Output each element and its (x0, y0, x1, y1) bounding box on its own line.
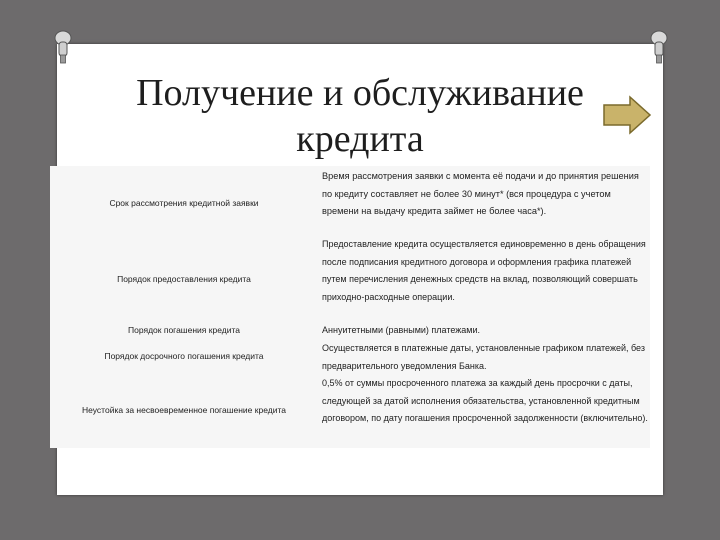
right-arrow-icon[interactable] (602, 95, 652, 135)
table-row (50, 168, 650, 238)
row-value: Предоставление кредита осуществляется единовременно в день обращения после подписания кредитного договора и оформления графика платежей путем перечисления денежных средств на вклад, позволяющий совершать приходно-расходные операции. (322, 239, 646, 302)
row-value: Аннуитетными (равными) платежами. (322, 325, 481, 335)
row-value: Время рассмотрения заявки с момента её подачи и до принятия решения по кредиту составляет не более 30 минут* (вся процедура с учетом времени на выдачу кредита займет не более часа*). (322, 171, 639, 216)
table-row (50, 340, 650, 376)
table-row (50, 236, 650, 324)
row-label: Порядок досрочного погашения кредита (104, 351, 264, 361)
pushpin-icon (50, 30, 76, 64)
title-line: Получение и обслуживание (136, 72, 584, 114)
row-label: Порядок погашения кредита (128, 325, 240, 335)
row-label: Неустойка за несвоевременное погашение кредита (82, 405, 286, 415)
pushpin-icon (646, 30, 672, 64)
row-value: 0,5% от суммы просроченного платежа за каждый день просрочки с даты, следующей за датой исполнения обязательства, установленной кредитным договором, по дату погашения просроченной задолженности (включительно). (322, 378, 648, 423)
row-value: Осуществляется в платежные даты, установленные графиком платежей, без предварительного уведомления Банка. (322, 343, 645, 371)
row-label: Порядок предоставления кредита (117, 274, 251, 284)
table-row (50, 322, 650, 340)
title-line: кредита (296, 118, 424, 160)
row-label: Срок рассмотрения кредитной заявки (109, 198, 259, 208)
table-row (50, 375, 650, 445)
